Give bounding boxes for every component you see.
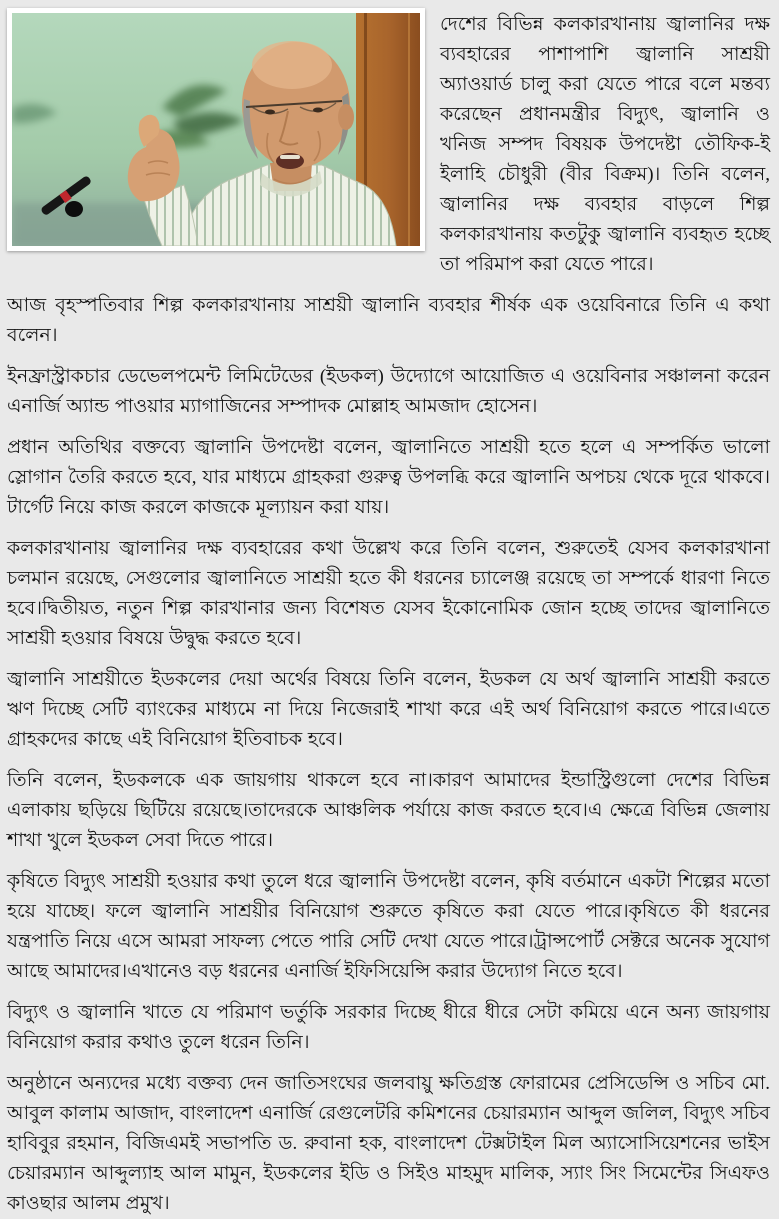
article-paragraph-10: অনুষ্ঠানে অন্যদের মধ্যে বক্তব্য দেন জাতিসংঘের জলবায়ু ক্ষতিগ্রস্ত ফোরামের প্রেসিডেন্সি ও সচিব মো. আবুল কালাম আজাদ, বাংলাদেশ এনার্জি রেগুলেটরি কমিশনের চেয়ারম্যান আব্দুল জলিল, বিদ্যুৎ সচিব হাবিবুর রহমান, বিজিএমই সভাপতি ড. রুবানা হক, বাংলাদেশ টেক্সটাইল মিল অ্যাসোসিয়েশনের ভাইস চেয়ারম্যান আব্দুল্যাহ আল মামুন, ইডকলের ইডি ও সিইও মাহমুদ মালিক, স্যাং সিং সিমেন্টের সিএফও কাওছার আলম প্রমুখ। bbox=[7, 1073, 770, 1214]
article-paragraph-4: প্রধান অতিথির বক্তব্যে জ্বালানি উপদেষ্টা বলেন, জ্বালানিতে সাশ্রয়ী হতে হলে এ সম্পর্কিত ভালো স্লোগান তৈরি করতে হবে, যার মাধ্যমে গ্রাহকরা গুরুত্ব উপলব্ধি করে জ্বালানি অপচয় থেকে দূরে থাকবে।টার্গেট নিয়ে কাজ করলে কাজকে মূল্যায়ন করা যায়। bbox=[7, 437, 770, 518]
article-paragraph-6: জ্বালানি সাশ্রয়ীতে ইডকলের দেয়া অর্থের বিষয়ে তিনি বলেন, ইডকল যে অর্থ জ্বালানি সাশ্রয়ী করতে ঋণ দিচ্ছে সেটি ব্যাংকের মাধ্যমে না দিয়ে নিজেরাই শাখা করে এই অর্থ বিনিয়োগ করতে পারে।এতে গ্রাহকদের কাছে এই বিনিয়োগ ইতিবাচক হবে। bbox=[7, 669, 770, 750]
speaker-photo-illustration bbox=[12, 13, 420, 246]
article-paragraph-1: দেশের বিভিন্ন কলকারখানায় জ্বালানির দক্ষ ব্যবহারের পাশাপাশি জ্বালানি সাশ্রয়ী অ্যাওয়ার্ড চালু করা যেতে পারে বলে মন্তব্য করেছেন প্রধানমন্ত্রীর বিদ্যুৎ, জ্বালানি ও খনিজ সম্পদ বিষয়ক উপদেষ্টা তৌফিক-ই ইলাহি চৌধুরী (বীর বিক্রম)। তিনি বলেন, জ্বালানির দক্ষ ব্যবহার বাড়লে শিল্প কলকারখানায় কতটুকু জ্বালানি ব্যবহৃত হচ্ছে তা পরিমাপ করা যেতে পারে। bbox=[440, 14, 770, 275]
article-paragraph-7: তিনি বলেন, ইডকলকে এক জায়গায় থাকলে হবে না।কারণ আমাদের ইন্ডাস্ট্রিগুলো দেশের বিভিন্ন এলাকায় ছড়িয়ে ছিটিয়ে রয়েছে।তাদেরকে আঞ্চলিক পর্যায়ে কাজ করতে হবে।এ ক্ষেত্রে বিভিন্ন জেলায় শাখা খুলে ইডকল সেবা দিতে পারে। bbox=[7, 770, 770, 851]
article-paragraph-9: বিদ্যুৎ ও জ্বালানি খাতে যে পরিমাণ ভর্তুকি সরকার দিচ্ছে ধীরে ধীরে সেটা কমিয়ে এনে অন্য জায়গায় বিনিয়োগ করার কথাও তুলে ধরেন তিনি। bbox=[7, 1002, 770, 1053]
article-photo bbox=[7, 8, 425, 251]
article-paragraph-3: ইনফ্রাস্ট্রাকচার ডেভেলপমেন্ট লিমিটেডের (ইডকল) উদ্যোগে আয়োজিত এ ওয়েবিনার সঞ্চালনা করেন এনার্জি অ্যান্ড পাওয়ার ম্যাগাজিনের সম্পাদক মোল্লাহ আমজাদ হোসেন। bbox=[7, 366, 770, 417]
article-paragraph-8: কৃষিতে বিদ্যুৎ সাশ্রয়ী হওয়ার কথা তুলে ধরে জ্বালানি উপদেষ্টা বলেন, কৃষি বর্তমানে একটা শিল্পের মতো হয়ে যাচ্ছে। ফলে জ্বালানি সাশ্রয়ীর বিনিয়োগ শুরুতে কৃষিতে করা যেতে পারে।কৃষিতে কী ধরনের যন্ত্রপাতি নিয়ে এসে আমরা সাফল্য পেতে পারি সেটি দেখা যেতে পারে।ট্রান্সপোর্ট সেক্টরে অনেক সুযোগ আছে আমাদের।এখানেও বড় ধরনের এনার্জি ইফিসিয়েন্সি করার উদ্যোগ নিতে হবে। bbox=[7, 871, 770, 982]
article-paragraph-5: কলকারখানায় জ্বালানির দক্ষ ব্যবহারের কথা উল্লেখ করে তিনি বলেন, শুরুতেই যেসব কলকারখানা চলমান রয়েছে, সেগুলোর জ্বালানিতে সাশ্রয়ী হতে কী ধরনের চ্যালেঞ্জ রয়েছে তা সম্পর্কে ধারণা নিতে হবে।দ্বিতীয়ত, নতুন শিল্প কারখানার জন্য বিশেষত যেসব ইকোনোমিক জোন হচ্ছে তাদের জ্বালানিতে সাশ্রয়ী হওয়ার বিষয়ে উদ্বুদ্ধ করতে হবে। bbox=[7, 538, 770, 649]
article-paragraph-2: আজ বৃহস্পতিবার শিল্প কলকারখানায় সাশ্রয়ী জ্বালানি ব্যবহার শীর্ষক এক ওয়েবিনারে তিনি এ কথা বলেন। bbox=[7, 295, 770, 346]
